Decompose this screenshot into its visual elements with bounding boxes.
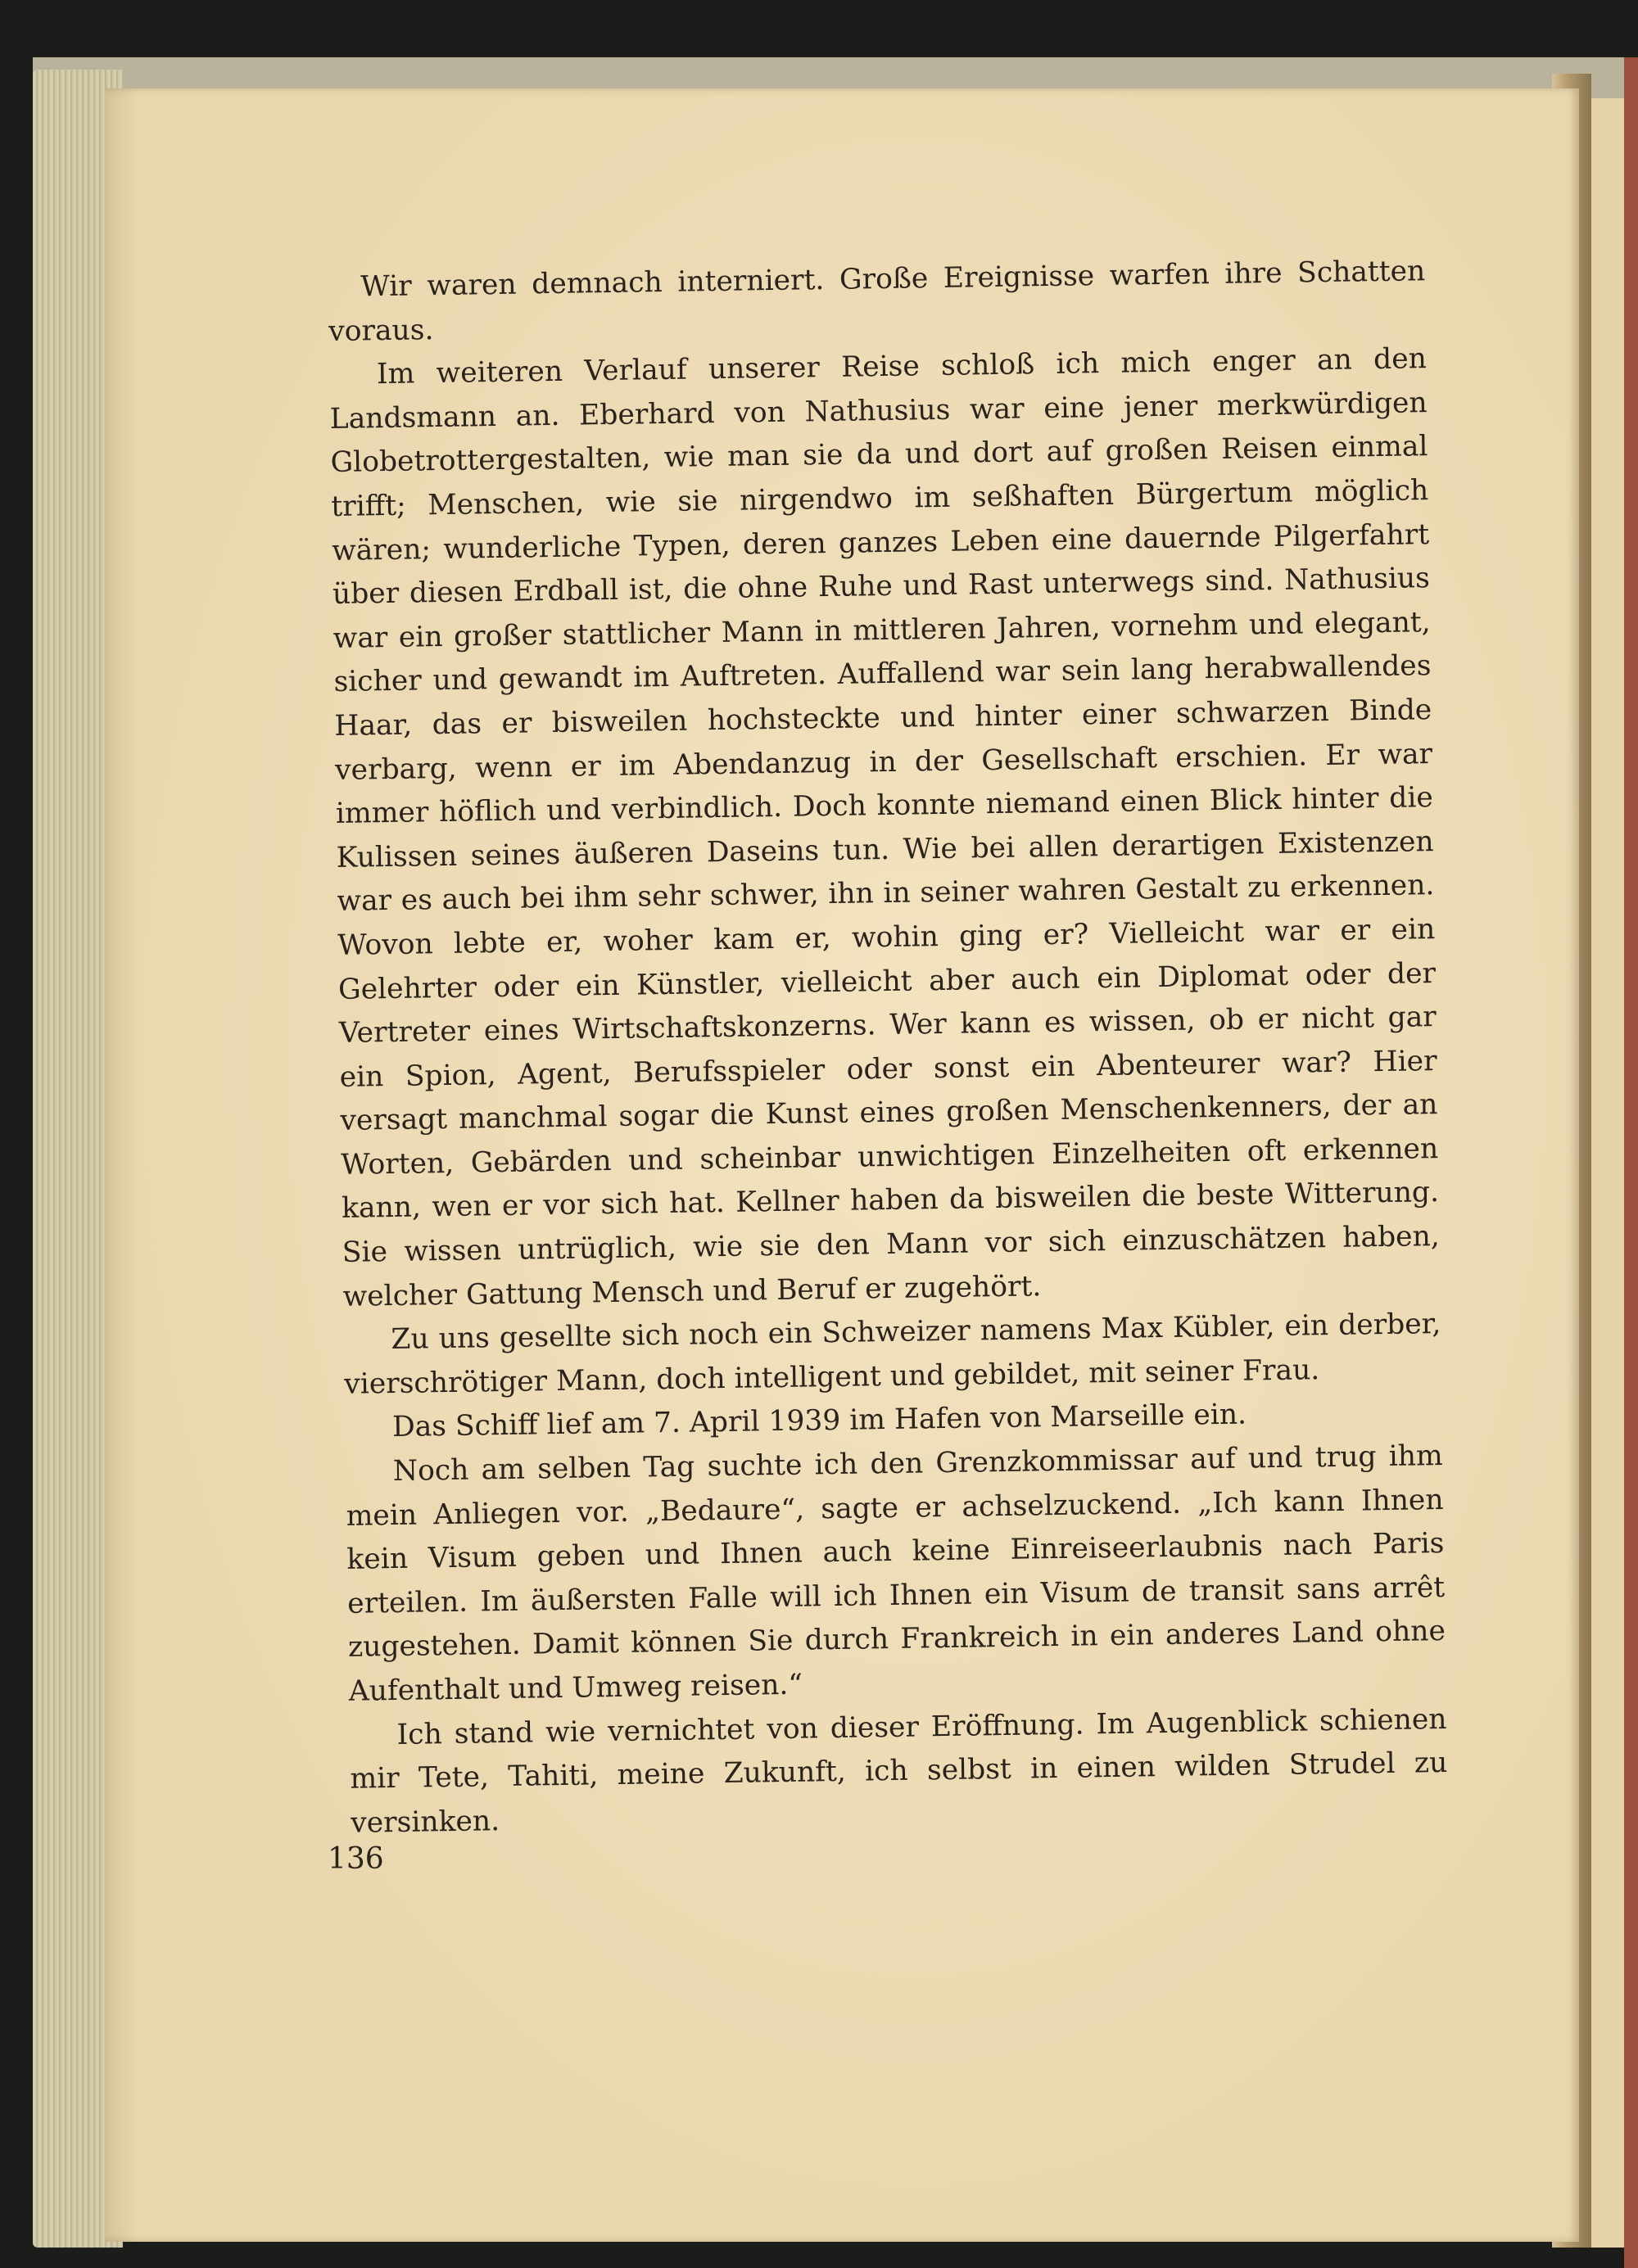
paragraph-4: Das Schiff lief am 7. April 1939 im Hafen von Marseille ein. — [391, 1398, 1247, 1444]
book-cover-edge — [1624, 57, 1638, 2268]
page-text — [328, 250, 1448, 1846]
paragraph-1: Wir waren demnach interniert. Große Ereignisse warfen ihre Schatten voraus. — [328, 255, 1426, 348]
paragraph-2: Im weiteren Verlauf unserer Reise schloß ich mich enger an den Landsmann an. Eberhard von Nathusius war eine jener merkwürdigen Globetrottergestalten, wie man sie da und dort auf großen Reisen einmal trifft; Menschen, wie sie nirgendwo im seßhaften Bürgertum möglich wären; wunderliche Typen, deren ganzes Leben eine dauernde Pilgerfahrt über diesen Erdball ist, die ohne Ruhe und Rast unterwegs sind. Nathusius war ein großer stattlicher Mann in mittleren Jahren, vornehm und elegant, sicher und gewandt im Auftreten. Auffallend war sein lang herabwallendes Haar, das er bisweilen hochsteckte und hinter einer schwarzen Binde verbarg, wenn er im Abendanzug in der Gesellschaft erschien. Er war immer höflich und verbindlich. Doch konnte niemand einen Blick hinter die Kulissen seines äußeren Daseins tun. Wie bei allen derartigen Existenzen war es auch bei ihm sehr schwer, ihn in seiner wahren Gestalt zu erkennen. Wovon lebte er, woher kam er, wohin ging er? Vielleicht war er ein Gelehrter oder ein Künstler, vielleicht aber auch ein Diplomat oder der Vertreter eines Wirtschaftskonzerns. Wer kann es wissen, ob er nicht gar ein Spion, Agent, Berufsspieler oder sonst ein Abenteurer war? Hier versagt manchmal sogar die Kunst eines großen Menschenkenners, der an Worten, Gebärden und scheinbar unwichtigen Einzelheiten oft erkennen kann, wen er vor sich hat. Kellner haben da bisweilen die beste Witterung. Sie wissen untrüglich, wie sie den Mann vor sich einzuschätzen haben, welcher Gattung Mensch und Beruf er zugehört. — [329, 342, 1441, 1313]
facing-page-edge — [1591, 98, 1624, 2248]
page-number: 136 — [328, 1842, 384, 1876]
paragraph-6: Ich stand wie vernichtet von dieser Eröffnung. Im Augenblick schienen mir Tete, Tahiti, meine Zukunft, ich selbst in einen wilden Strudel zu versinken. — [350, 1702, 1448, 1840]
paragraph-3: Zu uns gesellte sich noch ein Schweizer namens Max Kübler, ein derber, vierschrötiger Mann, doch intelligent und gebildet, mit seiner Frau. — [343, 1308, 1441, 1401]
paragraph-5: Noch am selben Tag suchte ich den Grenzkommissar auf und trug ihm mein Anliegen vor. „Bedaure“, sagte er achselzuckend. „Ich kann Ihnen kein Visum geben und Ihnen auch keine Einreiseerlaubnis nach Paris erteilen. Im äußersten Falle will ich Ihnen ein Visum de transit sans arrêt zugestehen. Damit können Sie durch Frankreich in ein anderes Land ohne Aufenthalt und Umweg reisen.“ — [346, 1439, 1446, 1708]
